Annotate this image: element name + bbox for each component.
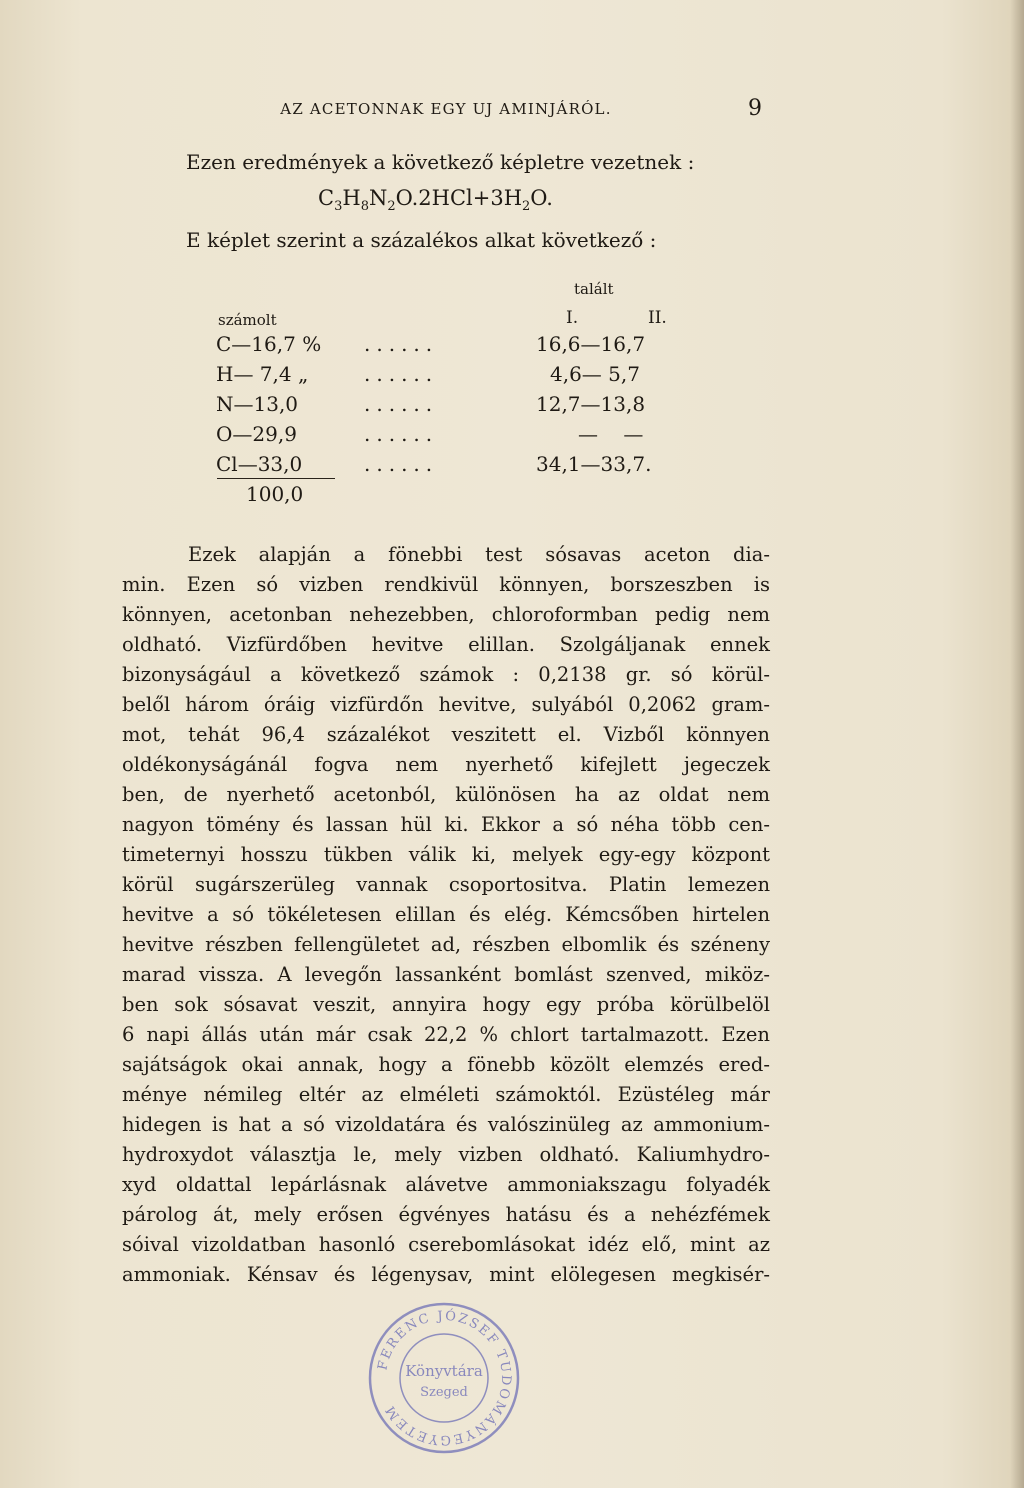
library-stamp-icon bbox=[364, 1298, 524, 1458]
paragraph-line: nagyon tömény és lassan hül ki. Ekkor a só néha több cen- bbox=[122, 813, 770, 836]
paragraph-line: oldható. Vizfürdőben hevitve elillan. Szolgáljanak ennek bbox=[122, 633, 770, 656]
paragraph-line: ben, de nyerhető acetonból, különösen ha az oldat nem bbox=[122, 783, 770, 806]
paragraph-line: ménye némileg eltér az elméleti számoktól. Ezüstéleg már bbox=[122, 1083, 770, 1106]
row-leader-dots: ...... bbox=[364, 392, 439, 416]
row-leader-dots: ...... bbox=[364, 452, 439, 476]
row-calculated: N—13,0 bbox=[216, 392, 299, 416]
paragraph-line: min. Ezen só vizben rendkivül könnyen, borszeszben is bbox=[122, 573, 770, 596]
paragraph-line: könnyen, acetonban nehezebben, chloroformban pedig nem bbox=[122, 603, 770, 626]
paragraph-line: hevitve a só tökéletesen elillan és elég. Kémcsőben hirtelen bbox=[122, 903, 770, 926]
table-header-calculated: számolt bbox=[218, 311, 277, 329]
row-found: — — bbox=[578, 422, 644, 446]
paragraph-line: bizonyságául a következő számok : 0,2138 gr. só körül- bbox=[122, 663, 770, 686]
intro-line: Ezen eredmények a következő képletre vezetnek : bbox=[186, 150, 695, 174]
page-number: 9 bbox=[748, 96, 762, 121]
paragraph-line: marad vissza. A levegőn lassanként bomlást szenved, miköz- bbox=[122, 963, 770, 986]
page-edge-shadow bbox=[1010, 0, 1024, 1488]
paragraph-line: ben sok sósavat veszit, annyira hogy egy próba körülbelöl bbox=[122, 993, 770, 1016]
paragraph-line: belől három óráig vizfürdőn hevitve, sulyából 0,2062 gram- bbox=[122, 693, 770, 716]
paragraph-line: hidegen is hat a só vizoldatára és valószinüleg az ammonium- bbox=[122, 1113, 770, 1136]
table-col-i: I. bbox=[566, 308, 579, 328]
paragraph-line: mot, tehát 96,4 százalékot veszitett el. Vizből könnyen bbox=[122, 723, 770, 746]
paragraph-line: Ezek alapján a fönebbi test sósavas aceton dia- bbox=[188, 543, 770, 566]
paragraph-line: 6 napi állás után már csak 22,2 % chlort tartalmazott. Ezen bbox=[122, 1023, 770, 1046]
row-found: 4,6— 5,7 bbox=[550, 362, 640, 386]
row-leader-dots: ...... bbox=[364, 362, 439, 386]
paragraph-line: hydroxydot választja le, mely vizben oldható. Kaliumhydro- bbox=[122, 1143, 770, 1166]
sum-rule bbox=[217, 478, 335, 479]
paragraph-line: sóival vizoldatban hasonló cserebomlásokat idéz elő, mint az bbox=[122, 1233, 770, 1256]
chemical-formula: $C_3H_8N_2O.2HCl+3H_2O$. bbox=[318, 186, 553, 215]
running-title: AZ ACETONNAK EGY UJ AMINJÁRÓL. bbox=[280, 100, 612, 118]
table-header-found: talált bbox=[574, 280, 614, 298]
row-leader-dots: ...... bbox=[364, 332, 439, 356]
table-total: 100,0 bbox=[246, 482, 304, 506]
paragraph-line: sajátságok okai annak, hogy a fönebb közölt elemzés ered- bbox=[122, 1053, 770, 1076]
row-calculated: Cl—33,0 bbox=[216, 452, 303, 476]
table-intro-line: E képlet szerint a százalékos alkat következő : bbox=[186, 228, 657, 252]
row-calculated: H— 7,4 „ bbox=[216, 362, 309, 386]
table-col-ii: II. bbox=[648, 308, 667, 328]
row-leader-dots: ...... bbox=[364, 422, 439, 446]
paragraph-line: hevitve részben fellengületet ad, részben elbomlik és széneny bbox=[122, 933, 770, 956]
stamp-ring-text: FERENC JÓZSEF TUDOMÁNYEGYETEM bbox=[375, 1308, 514, 1448]
row-found: 16,6—16,7 bbox=[536, 332, 646, 356]
paragraph-line: oldékonyságánál fogva nem nyerhető kifejlett jegeczek bbox=[122, 753, 770, 776]
stamp-center-line2: Szeged bbox=[420, 1385, 468, 1400]
paragraph-line: timeternyi hosszu tükben válik ki, melyek egy-egy központ bbox=[122, 843, 770, 866]
row-calculated: O—29,9 bbox=[216, 422, 297, 446]
stamp-center-line1: Könyvtára bbox=[405, 1362, 483, 1380]
paragraph-line: ammoniak. Kénsav és légenysav, mint elölegesen megkisér- bbox=[122, 1263, 770, 1286]
paragraph-line: körül sugárszerüleg vannak csoportositva. Platin lemezen bbox=[122, 873, 770, 896]
paragraph-line: xyd oldattal lepárlásnak alávetve ammoniakszagu folyadék bbox=[122, 1173, 770, 1196]
paragraph-line: párolog át, mely erősen égvényes hatásu és a nehézfémek bbox=[122, 1203, 770, 1226]
row-found: 12,7—13,8 bbox=[536, 392, 646, 416]
row-found: 34,1—33,7. bbox=[536, 452, 652, 476]
row-calculated: C—16,7 % bbox=[216, 332, 322, 356]
